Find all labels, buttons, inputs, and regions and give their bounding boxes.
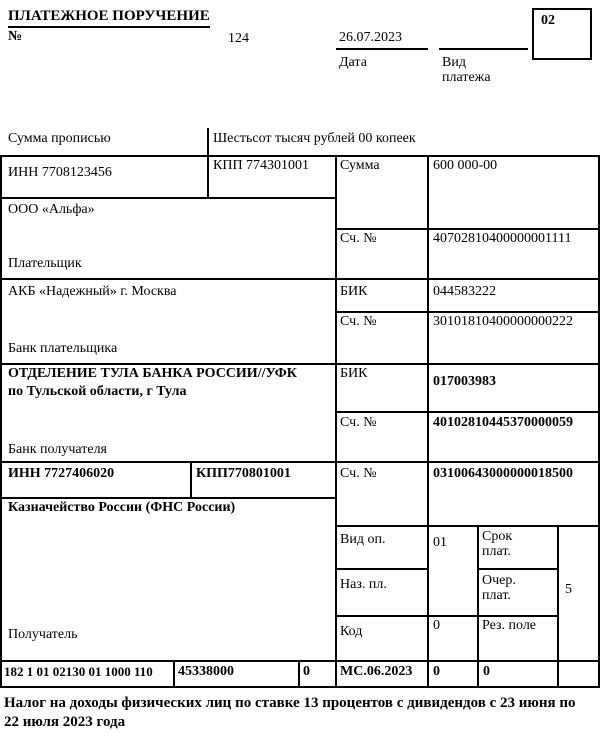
tax-doc-date-value: 0 — [483, 664, 490, 679]
payer-name: ООО «Альфа» — [8, 202, 95, 217]
reserve-field-label: Рез. поле — [482, 618, 537, 633]
payment-type-underline — [439, 48, 528, 50]
payee-name: Казначейство России (ФНС России) — [8, 500, 236, 515]
kbk-value: 182 1 01 02130 01 1000 110 — [4, 664, 153, 679]
number-sign-label: № — [8, 29, 23, 44]
payee-bank-bik-value: 017003983 — [433, 374, 496, 389]
code-label: Код — [340, 624, 363, 639]
payee-bank-name-line2: по Тульской области, г Тула — [8, 384, 187, 399]
grid-line — [0, 497, 337, 499]
sum-label: Сумма — [340, 158, 380, 173]
priority-label: Очер. плат. — [482, 573, 516, 603]
op-type-label: Вид оп. — [340, 532, 386, 547]
grid-line — [0, 686, 600, 688]
payee-account-value: 03100643000000018500 — [433, 466, 573, 481]
payee-account-label: Сч. № — [340, 466, 377, 481]
payer-inn: ИНН 7708123456 — [8, 165, 112, 180]
grid-line — [207, 128, 209, 197]
tax-period-value: МС.06.2023 — [340, 664, 413, 679]
payer-kpp: КПП 774301001 — [213, 158, 310, 173]
grid-line — [557, 525, 559, 688]
payment-purpose-text: Налог на доходы физических лиц по ставке 13 процентов с дивидендов с 23 июня по 22 июля 2023 года — [4, 695, 576, 730]
payer-bank-account-value: 30101810400000000222 — [433, 314, 573, 329]
grid-line — [0, 155, 600, 157]
amount-words-label: Сумма прописью — [8, 131, 111, 146]
document-number-value: 124 — [228, 31, 249, 46]
payment-type-label: Вид платежа — [442, 55, 491, 85]
amount-words-value: Шестьсот тысяч рублей 00 копеек — [213, 131, 416, 146]
payer-bank-account-label: Сч. № — [340, 314, 377, 329]
date-label: Дата — [339, 55, 367, 70]
payee-bank-name-line1: ОТДЕЛЕНИЕ ТУЛА БАНКА РОССИИ//УФК — [8, 366, 297, 381]
grid-line — [0, 660, 600, 662]
page-title: ПЛАТЕЖНОЕ ПОРУЧЕНИЕ — [8, 8, 210, 28]
payee-bank-section-label: Банк получателя — [8, 442, 107, 457]
payee-bank-account-label: Сч. № — [340, 415, 377, 430]
purpose-code-label: Наз. пл. — [340, 577, 387, 592]
status-code-value: 02 — [541, 13, 555, 28]
grid-line — [477, 525, 479, 688]
grid-line — [173, 660, 175, 688]
payee-kpp: КПП770801001 — [196, 466, 291, 481]
due-date-label: Срок плат. — [482, 529, 513, 559]
payee-inn: ИНН 7727406020 — [8, 466, 115, 481]
payer-account-value: 40702810400000001111 — [433, 231, 572, 246]
sum-value: 600 000-00 — [433, 158, 498, 173]
grid-line — [477, 568, 559, 570]
payee-bank-bik-label: БИК — [340, 366, 368, 381]
grid-line — [427, 155, 429, 688]
priority-value: 5 — [565, 582, 572, 597]
payer-bank-section-label: Банк плательщика — [8, 341, 118, 356]
grid-line — [0, 461, 600, 463]
grid-line — [335, 568, 429, 570]
grid-line — [0, 278, 600, 280]
payee-bank-account-value: 40102810445370000059 — [433, 415, 573, 430]
grid-line — [335, 615, 559, 617]
document-date-value: 26.07.2023 — [339, 30, 402, 45]
payee-section-label: Получатель — [8, 627, 78, 642]
grid-line — [298, 660, 300, 688]
code-value: 0 — [433, 618, 440, 633]
grid-line — [335, 228, 600, 230]
oktmo-value: 45338000 — [178, 664, 234, 679]
grid-line — [0, 155, 2, 688]
date-underline — [336, 48, 428, 50]
payer-bank-bik-value: 044583222 — [433, 284, 496, 299]
grid-line — [335, 155, 337, 688]
tax-doc-number-value: 0 — [433, 664, 440, 679]
payment-basis-value: 0 — [303, 664, 310, 679]
payer-bank-bik-label: БИК — [340, 284, 368, 299]
grid-line — [335, 525, 600, 527]
payer-bank-name: АКБ «Надежный» г. Москва — [8, 284, 177, 299]
grid-line — [335, 311, 600, 313]
payer-account-label: Сч. № — [340, 231, 377, 246]
grid-line — [0, 197, 337, 199]
grid-line — [0, 363, 600, 365]
payer-section-label: Плательщик — [8, 256, 82, 271]
grid-line — [335, 411, 600, 413]
op-type-value: 01 — [433, 535, 447, 550]
grid-line — [190, 461, 192, 497]
